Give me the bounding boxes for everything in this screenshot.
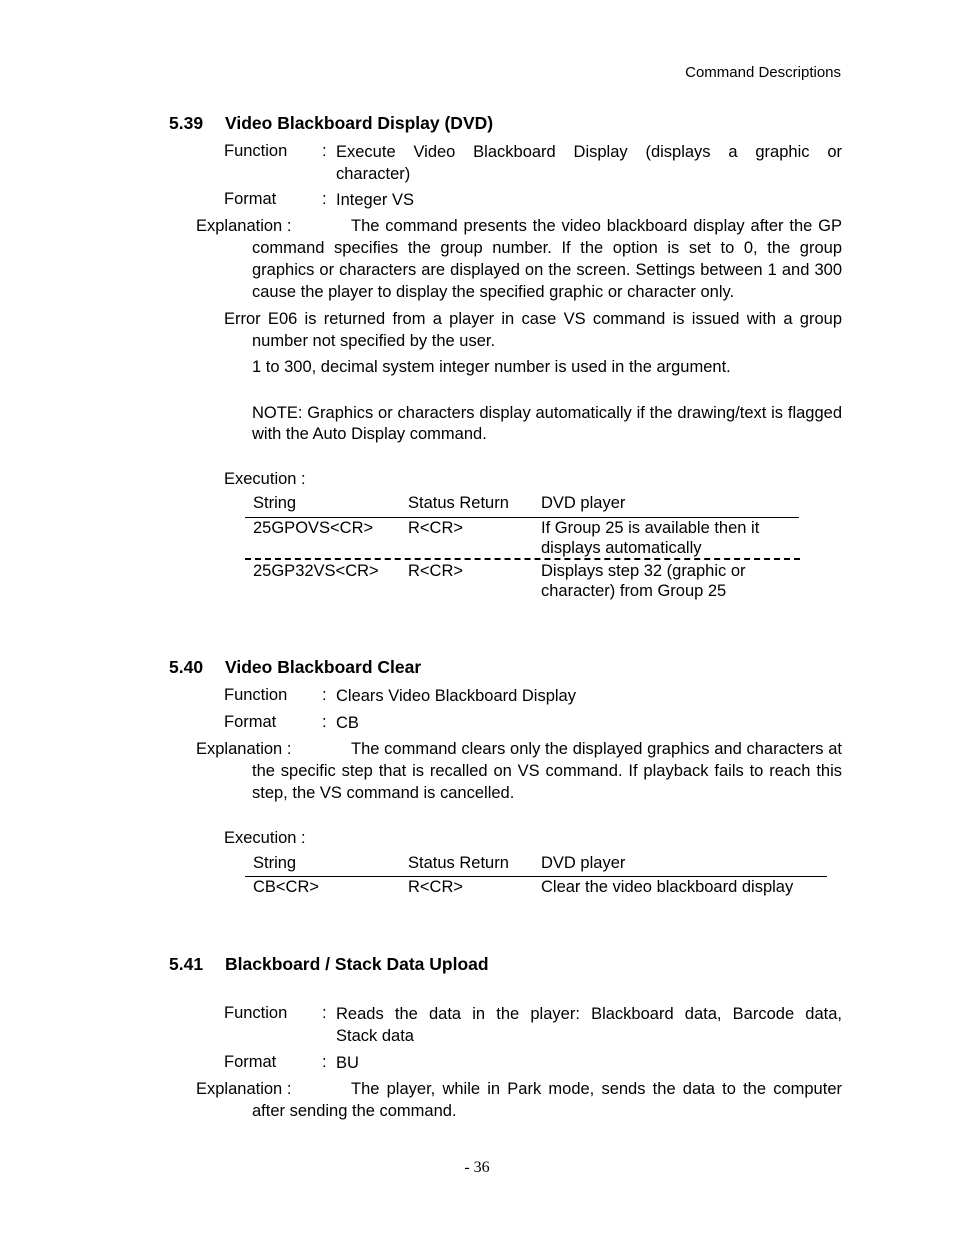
execution-label: Execution : <box>224 470 306 488</box>
function-label: Function <box>224 1004 288 1022</box>
explanation-label: Explanation : <box>196 740 292 758</box>
colon: : <box>322 686 327 704</box>
table-header-string: String <box>253 854 297 872</box>
explanation-paragraph <box>196 738 842 804</box>
table-cell-status: R<CR> <box>408 562 464 580</box>
format-label: Format <box>224 190 277 208</box>
section-5-41-heading <box>169 954 489 975</box>
cell-line: displays automatically <box>541 539 702 557</box>
table-dashed-rule <box>245 558 800 560</box>
cell-line: Displays step 32 (graphic or <box>541 562 746 580</box>
cell-line: If Group 25 is available then it <box>541 519 760 537</box>
section-title: Video Blackboard Display (DVD) <box>225 113 494 133</box>
explanation-text: The command presents the video blackboard display after the GP command specifies the group number. If the option is set to 0, the group graphics or characters are displayed on the screen. Settings between 1 and 300 cause the player to display the specified graphic or character only. <box>252 217 842 301</box>
section-number: 5.40 <box>169 657 204 677</box>
explanation-label: Explanation : <box>196 1080 292 1098</box>
colon: : <box>322 190 327 208</box>
function-label: Function <box>224 142 288 160</box>
colon: : <box>322 142 327 160</box>
function-value <box>336 141 842 185</box>
format-value: Integer VS <box>336 191 414 209</box>
table-cell-player: Clear the video blackboard display <box>541 878 794 896</box>
table-header-status: Status Return <box>408 854 509 872</box>
cell-line: character) from Group 25 <box>541 582 727 600</box>
format-value: CB <box>336 714 359 732</box>
explanation-text: The player, while in Park mode, sends the data to the computer after sending the command. <box>252 1080 842 1120</box>
table-cell-status: R<CR> <box>408 519 464 537</box>
function-line: Reads the data in the player: Blackboard data, Barcode data, <box>336 1005 842 1023</box>
explanation-label: Explanation : <box>196 217 292 235</box>
format-label: Format <box>224 713 277 731</box>
function-line: character) <box>336 165 411 183</box>
page-number: - 36 <box>464 1159 490 1176</box>
colon: : <box>322 1053 327 1071</box>
section-number: 5.41 <box>169 954 204 974</box>
table-cell-status: R<CR> <box>408 878 464 896</box>
format-value: BU <box>336 1054 359 1072</box>
section-5-40-heading <box>169 657 421 678</box>
table-header-string: String <box>253 494 297 512</box>
function-value <box>336 1003 842 1047</box>
table-cell-string: CB<CR> <box>253 878 320 896</box>
explanation-text: The command clears only the displayed graphics and characters at the specific step that is recalled on VS command. If playback fails to reach this step, the VS command is cancelled. <box>252 740 842 802</box>
format-label: Format <box>224 1053 277 1071</box>
colon: : <box>322 1004 327 1022</box>
function-line: Execute Video Blackboard Display (displays a graphic or <box>336 143 842 161</box>
table-cell-string: 25GP32VS<CR> <box>253 562 379 580</box>
function-label: Function <box>224 686 288 704</box>
explanation-paragraph <box>196 1078 842 1122</box>
execution-label: Execution : <box>224 829 306 847</box>
section-title: Blackboard / Stack Data Upload <box>225 954 489 974</box>
running-header: Command Descriptions <box>685 64 841 81</box>
table-header-player: DVD player <box>541 494 626 512</box>
table-cell-player <box>541 518 759 558</box>
argument-paragraph: 1 to 300, decimal system integer number is used in the argument. <box>252 358 731 376</box>
table-cell-player <box>541 561 746 601</box>
error-paragraph: Error E06 is returned from a player in case VS command is issued with a group number not specified by the user. <box>224 310 842 350</box>
section-number: 5.39 <box>169 113 204 133</box>
table-header-status: Status Return <box>408 494 509 512</box>
colon: : <box>322 713 327 731</box>
note-paragraph: NOTE: Graphics or characters display automatically if the drawing/text is flagged with the Auto Display command. <box>252 404 842 443</box>
section-title: Video Blackboard Clear <box>225 657 422 677</box>
table-header-player: DVD player <box>541 854 626 872</box>
section-5-39-heading <box>169 113 493 134</box>
function-value: Clears Video Blackboard Display <box>336 687 576 705</box>
explanation-paragraph <box>196 215 842 303</box>
table-cell-string: 25GPOVS<CR> <box>253 519 374 537</box>
function-line: Stack data <box>336 1027 414 1045</box>
